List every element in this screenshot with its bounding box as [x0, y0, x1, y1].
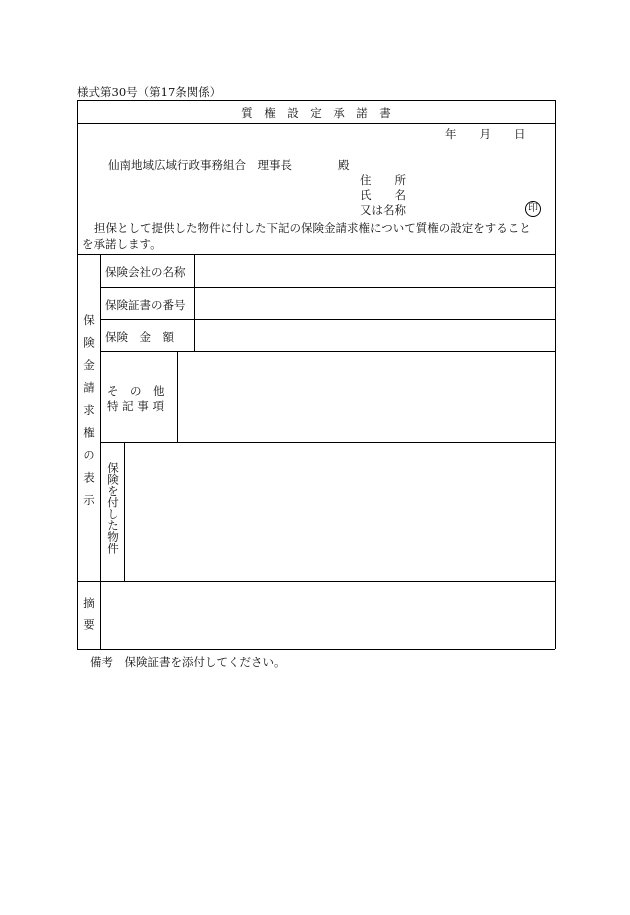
summary-label-vertical: 摘要: [82, 597, 96, 640]
other-notes-label-line2: 特 記 事 項: [107, 399, 164, 413]
insurer-name-label: 保険会社の名称: [105, 265, 186, 279]
form-title: 質 権 設 定 承 諾 書: [241, 106, 391, 120]
row-line-3: [100, 351, 555, 352]
name-label: 氏 名: [360, 188, 406, 202]
frame-top-line: [77, 100, 555, 101]
row-line-1: [100, 287, 555, 288]
insured-property-label-vertical: 保険を付した物件: [106, 462, 120, 554]
corp-name-label: 又は名称: [360, 203, 406, 217]
row-line-2: [100, 319, 555, 320]
header-divider-line: [77, 254, 555, 255]
frame-right-line: [555, 100, 556, 649]
title-divider-line: [77, 123, 555, 124]
other-notes-field[interactable]: [179, 353, 553, 440]
section-label-vertical: 保険金請求権の表示: [82, 314, 96, 517]
insured-amount-label: 保険 金 額: [105, 330, 174, 344]
frame-bottom-line: [77, 649, 555, 650]
insured-property-field[interactable]: [126, 444, 553, 579]
frame-left-line: [77, 100, 78, 649]
addressee: 仙南地域広域行政事務組合 理事長 殿: [108, 158, 350, 172]
label-column-line: [194, 254, 195, 351]
other-label-column-line: [177, 351, 178, 442]
property-label-column-line: [124, 442, 125, 581]
seal-mark-icon: 印: [525, 201, 541, 217]
policy-number-label: 保険証書の番号: [105, 298, 186, 312]
section-column-line: [100, 254, 101, 649]
insurer-name-field[interactable]: [196, 256, 553, 285]
insured-amount-field[interactable]: [196, 321, 553, 349]
body-text-line2: を承諾します。: [82, 237, 162, 251]
summary-divider-line: [77, 581, 555, 582]
policy-number-field[interactable]: [196, 289, 553, 317]
remarks-note: 備考 保険証書を添付してください。: [90, 655, 286, 669]
summary-field[interactable]: [102, 583, 553, 647]
other-notes-label-line1: そ の 他: [107, 384, 165, 398]
row-line-4: [100, 442, 555, 443]
body-text-line1: 担保として提供した物件に付した下記の保険金請求権について質権の設定をすること: [94, 221, 531, 235]
date-line: 年 月 日: [445, 127, 526, 141]
form-number: 様式第30号（第17条関係）: [77, 85, 222, 99]
address-label: 住 所: [360, 173, 406, 187]
